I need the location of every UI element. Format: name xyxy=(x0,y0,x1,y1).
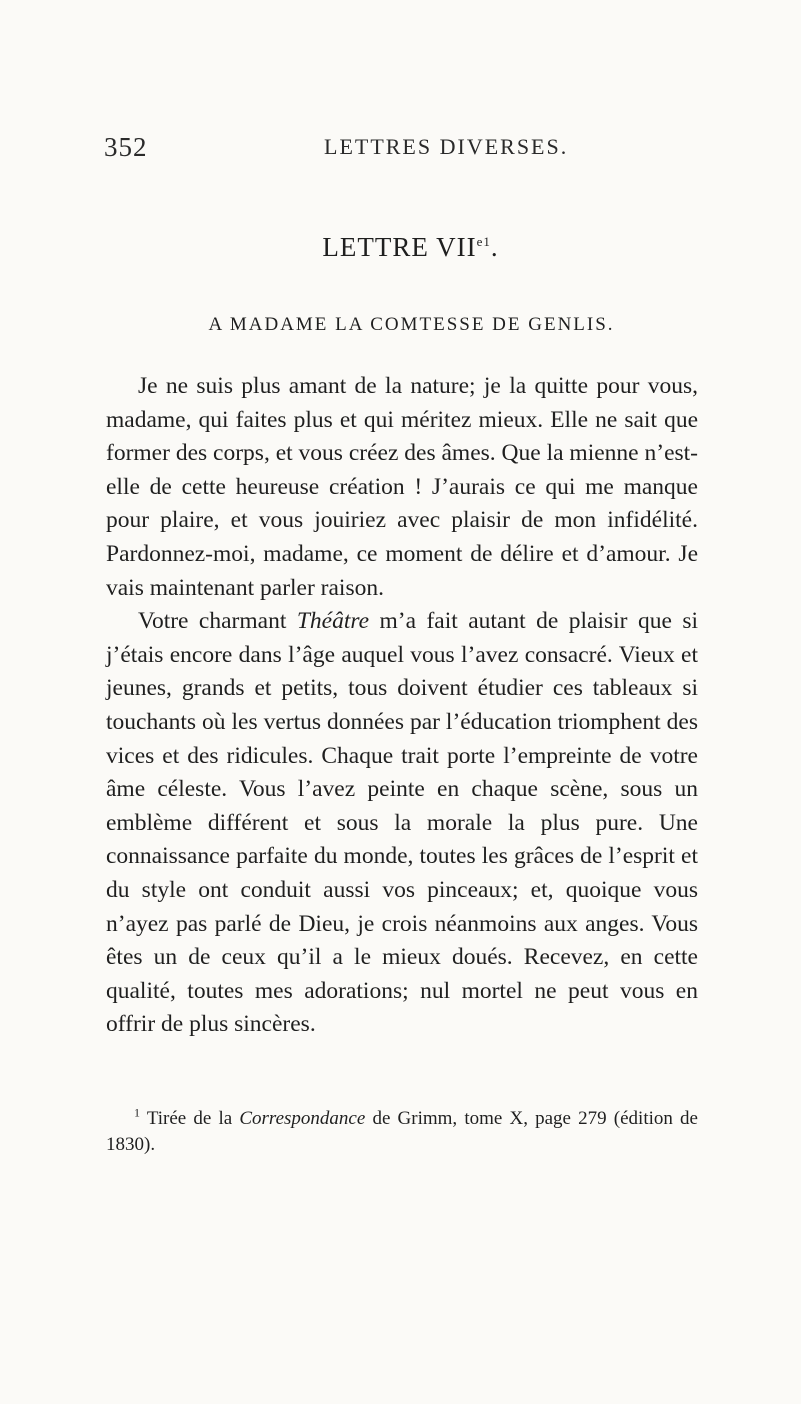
letter-body xyxy=(106,370,698,1042)
paragraph-2-start: Votre charmant xyxy=(138,608,297,635)
footnote-text-start: Tirée de la xyxy=(140,1108,240,1129)
footnote-text xyxy=(106,1106,698,1158)
letter-recipient: A MADAME LA COMTESSE DE GENLIS. xyxy=(208,314,615,335)
footnote-text-end: de Grimm, tome X, page 279 (édition de 1830). xyxy=(106,1108,698,1155)
footnote xyxy=(106,1106,698,1158)
paragraph-2-italic-title: Théâtre xyxy=(296,608,370,635)
running-head xyxy=(104,132,704,172)
letter-title-superscript: e1 xyxy=(476,234,491,249)
footnote-italic-title: Correspondance xyxy=(239,1108,366,1129)
paragraph-1: Je ne suis plus amant de la nature; je la quitte pour vous, madame, qui faites plus et qui méritez mieux. Elle ne sait que former des corps, et vous créez des âmes. Que la mienne n’est-elle de cette heureuse création ! J’aurais ce qui me manque pour plaire, et vous jouiriez avec plaisir de mon infidélité. Pardonnez-moi, madame, ce moment de délire et d’amour. Je vais maintenant parler raison. xyxy=(106,373,698,601)
letter-title xyxy=(0,232,801,263)
letter-title-text: LETTRE VII xyxy=(322,232,477,262)
letter-title-end: . xyxy=(490,232,499,262)
running-title: LETTRES DIVERSES. xyxy=(324,134,569,159)
paragraph-2-end: m’a fait autant de plaisir que si j’étais encore dans l’âge auquel vous l’avez consacré. Vieux et jeunes, grands et petits, tous doivent étudier ces tableaux si touchants où les vertus données par l’éducation triomphent des vices et des ridicules. Chaque trait porte l’empreinte de votre âme céleste. Vous l’avez peinte en chaque scène, sous un emblème différent et sous la morale la plus pure. Une connaissance parfaite du monde, toutes les grâces de l’esprit et du style ont conduit aussi vos pinceaux; et, quoique vous n’ayez pas parlé de Dieu, je crois néanmoins aux anges. Vous êtes un de ceux qu’il a le mieux doués. Recevez, en cette qualité, toutes mes adorations; nul mortel ne peut vous en offrir de plus sincères. xyxy=(106,608,698,1038)
paragraph-2 xyxy=(106,605,698,1042)
footnote-marker: 1 xyxy=(134,1105,140,1120)
page-number: 352 xyxy=(104,132,148,162)
